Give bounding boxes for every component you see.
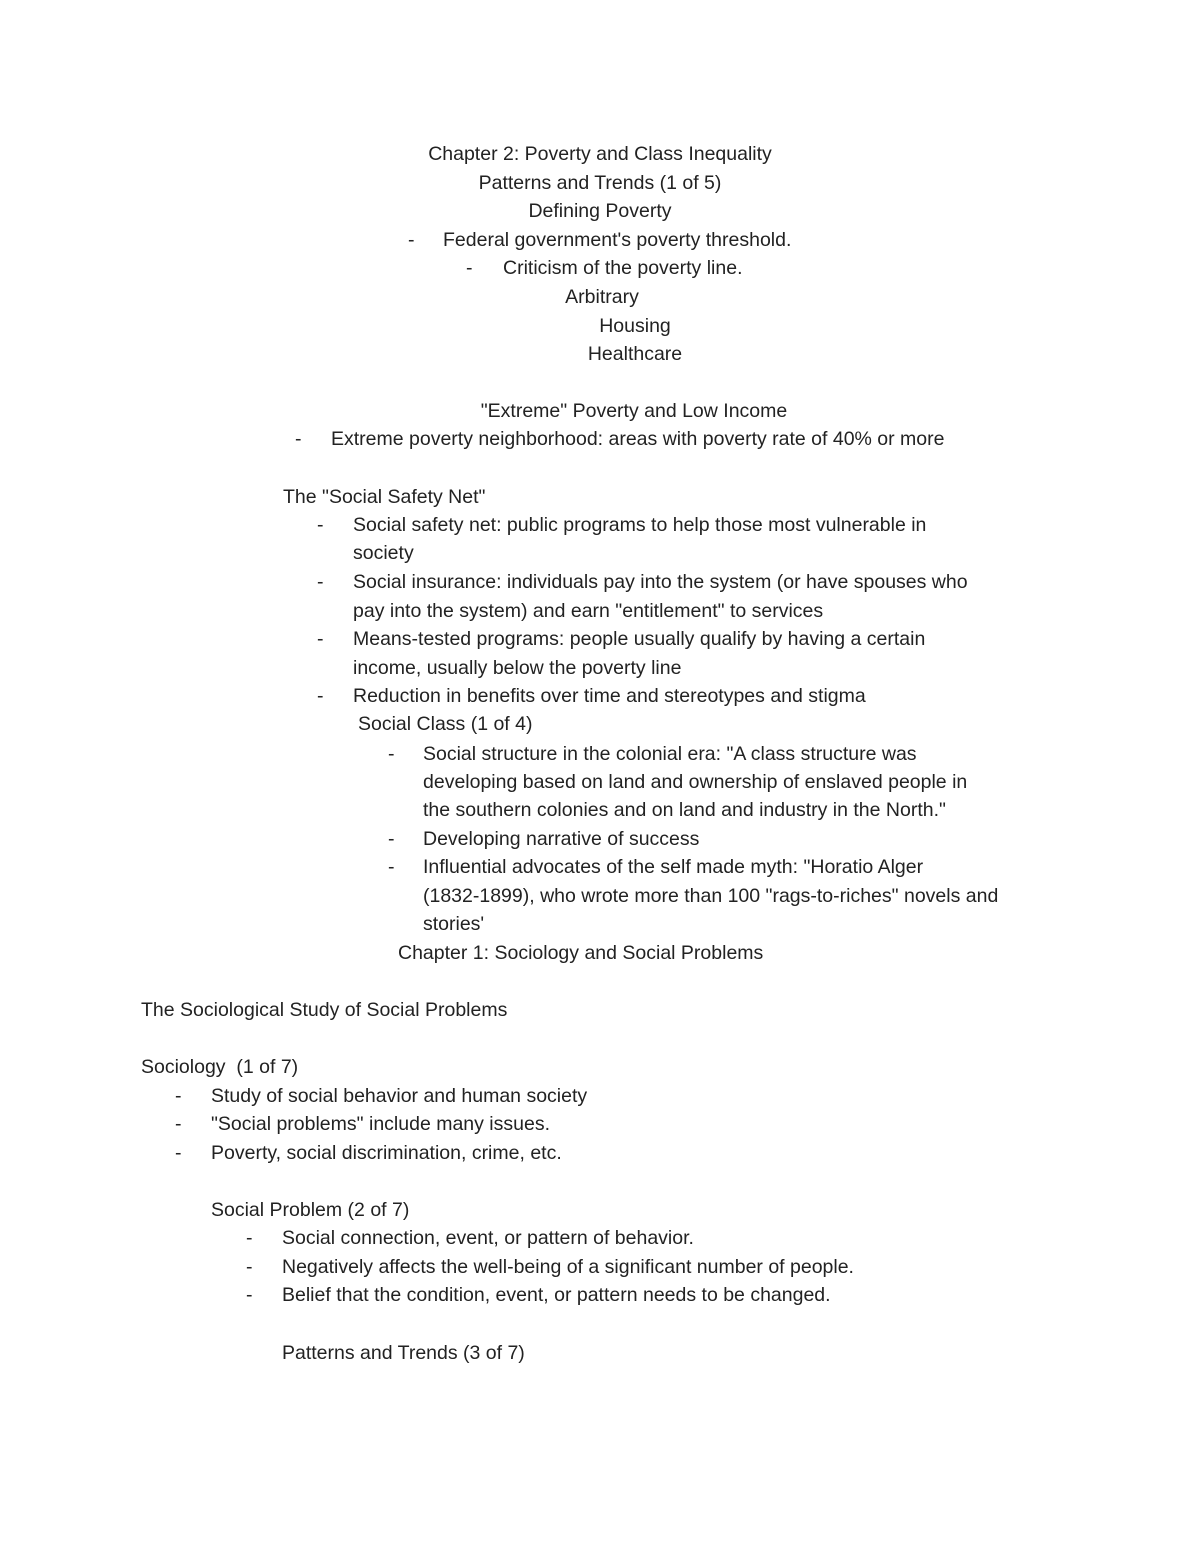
document-page: Chapter 2: Poverty and Class Inequality Patterns and Trends (1 of 5) Defining Poverty - Federal government's poverty threshold. - Criticism of the poverty line. Arbitrary Housing Healthcare "Extreme" Poverty and Low Income - Extreme poverty neighborhood: areas with poverty rate of 40% or more The "Social Safety Net" - Social safety net: public programs to help those most vulnerable in society - Social insurance: individuals pay into the system (or have spouses who pay into the system) and earn "entitlement" to services - Means-tested programs: people usually qualify by having a certain income, usually below the poverty line - Reduction in benefits over time and stereotypes and stigma Social Class (1 of 4) - Social structure in the colonial era: "A class structure was developing based on land and ownership of enslaved people in the southern colonies and on land and industry in the North." - Developing narrative of success - Influential advocates of the self made myth: "Horatio Alger (1832-1899), who wrote more than 100 "rags-to-riches" novels and stories' Chapter 1: Sociology and Social Problems The Sociological Study of Social Problems Sociology (1 of 7) - Study of social behavior and human society - "Social problems" include many issues. - Poverty, social discrimination, crime, etc. Social Problem (2 of 7) - Social connection, event, or pattern of behavior. - Negatively affects the well-being of a significant number of people. - Belief that the condition, event, or pattern needs to be changed. Patterns and Trends (3 of 7) xyxy=(0,0,1200,1553)
bullet-dash: - xyxy=(388,828,395,850)
bullet-dash: - xyxy=(295,428,302,450)
chapter-2-subtitle: Patterns and Trends (1 of 5) xyxy=(478,172,722,194)
bullet-dash: - xyxy=(246,1227,253,1249)
bullet-dash: - xyxy=(246,1284,253,1306)
bullet-dash: - xyxy=(388,743,395,765)
bullet-dash: - xyxy=(317,571,324,593)
defining-poverty-heading: Defining Poverty xyxy=(528,200,672,222)
criticism-item: Healthcare xyxy=(587,343,683,365)
bullet-dash: - xyxy=(408,229,415,251)
bullet-dash: - xyxy=(317,628,324,650)
bullet-dash: - xyxy=(175,1113,182,1135)
bullet-dash: - xyxy=(175,1085,182,1107)
criticism-item: Arbitrary xyxy=(565,286,639,308)
bullet-dash: - xyxy=(246,1256,253,1278)
bullet-dash: - xyxy=(317,514,324,536)
bullet-dash: - xyxy=(466,257,473,279)
bullet-dash: - xyxy=(388,856,395,878)
chapter-2-title: Chapter 2: Poverty and Class Inequality xyxy=(428,143,772,165)
criticism-item: Housing xyxy=(599,315,671,337)
extreme-poverty-heading: "Extreme" Poverty and Low Income xyxy=(480,400,788,422)
bullet-dash: - xyxy=(175,1142,182,1164)
bullet-dash: - xyxy=(317,685,324,707)
